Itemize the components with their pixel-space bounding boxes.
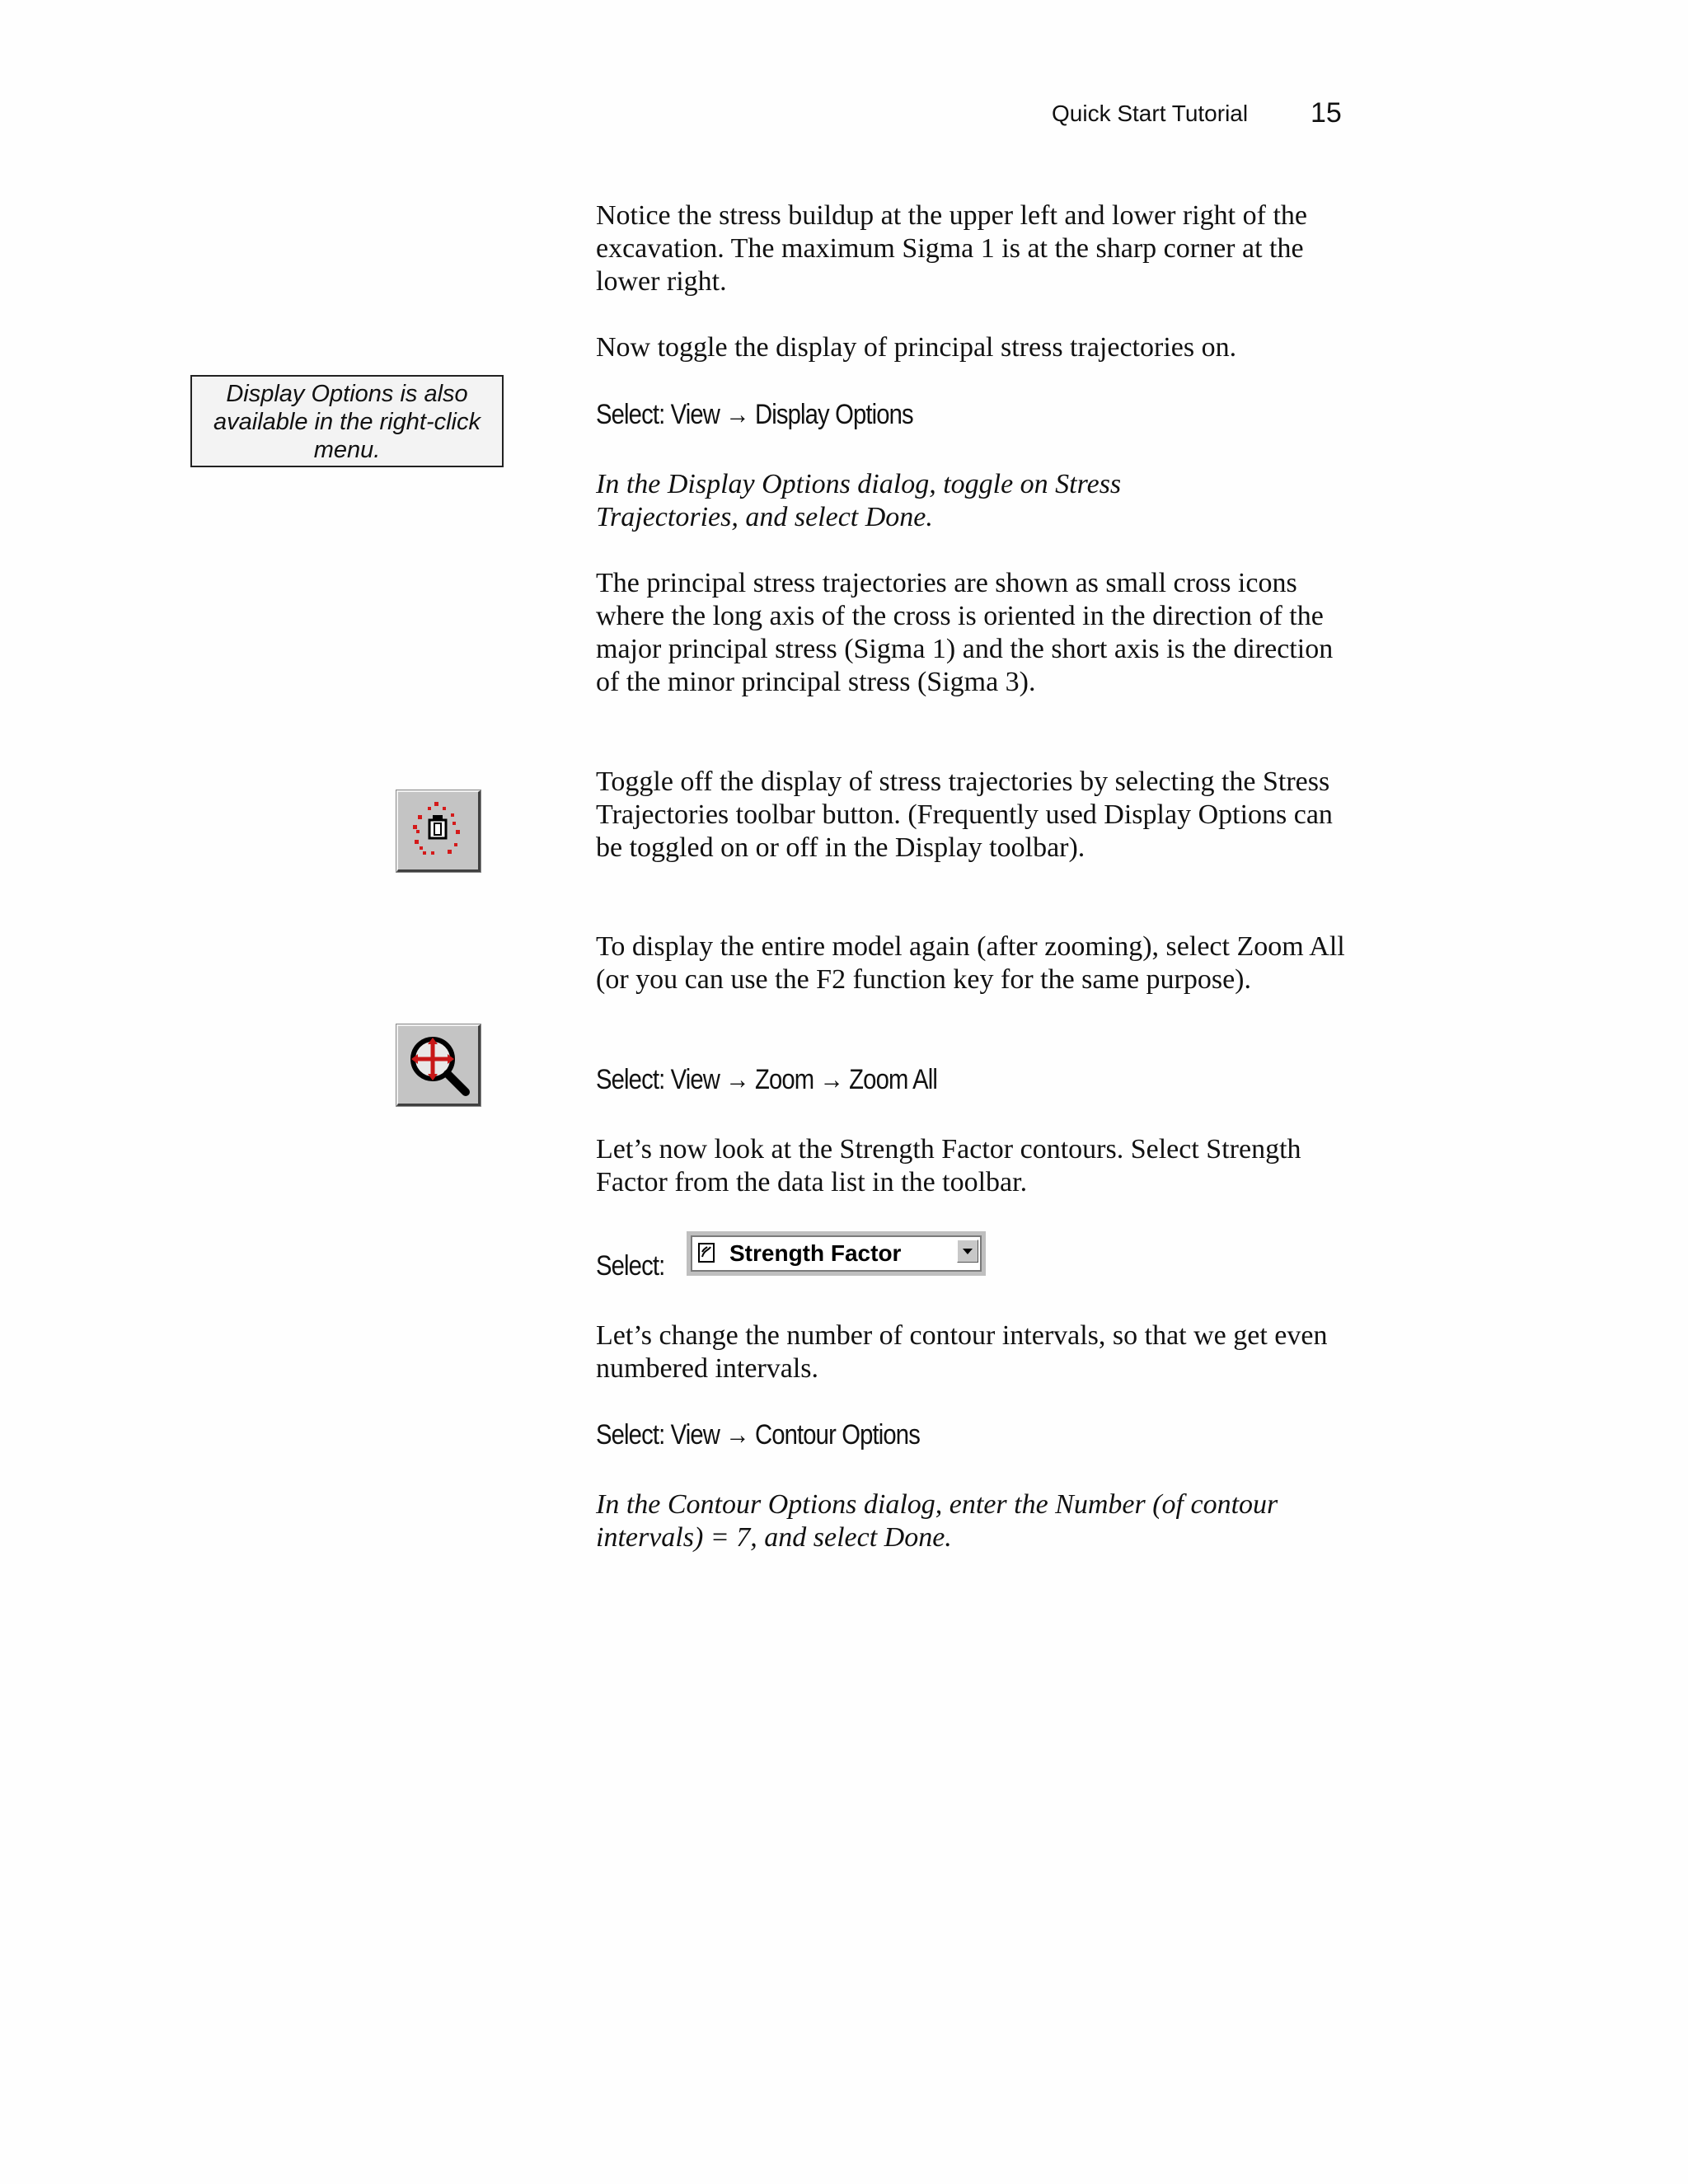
paragraph-display-options-dialog: In the Display Options dialog, toggle on Stress Trajectories, and select Done. [596,469,1122,532]
select-instruction-zoom-all: Select: View → Zoom → Zoom All [596,1064,938,1095]
contour-data-icon [697,1242,717,1263]
stress-trajectories-button[interactable] [396,790,481,872]
paragraph-toggle-trajectories: Now toggle the display of principal stress trajectories on. [596,332,1237,363]
paragraph-zoom-all: To display the entire model again (after zooming), select Zoom All (or you can use the F2 function key for the same purpose). [596,931,1345,995]
sidenote-text: Display Options is also available in the right-click menu. [213,381,481,463]
sidenote-box [190,375,504,467]
chevron-down-icon[interactable] [957,1240,978,1263]
select-instruction-display-options: Select: View → Display Options [596,399,913,430]
data-list-dropdown-frame [687,1231,986,1276]
paragraph-stress-buildup: Notice the stress buildup at the upper left and lower right of the excavation. The maximum Sigma 1 is at the sharp corner at the lower right. [596,200,1307,297]
running-header-title: Quick Start Tutorial [1052,101,1249,126]
paragraph-trajectories-explained: The principal stress trajectories are shown as small cross icons where the long axis of the cross is oriented in the direction of the major principal stress (Sigma 1) and the short axis is the direction of the minor principal stress (Sigma 3). [596,568,1334,697]
zoom-all-button[interactable] [396,1024,481,1106]
stress-trajectories-icon [398,792,479,870]
select-label-strength-factor: Select: [596,1250,665,1282]
data-list-selected-value: Strength Factor [729,1240,902,1266]
paragraph-contour-intervals: Let’s change the number of contour intervals, so that we get even numbered intervals. [596,1320,1328,1384]
data-list-dropdown[interactable] [691,1235,982,1272]
paragraph-contour-options-dialog: In the Contour Options dialog, enter the Number (of contour intervals) = 7, and select Done. [596,1489,1278,1553]
zoom-all-icon [398,1026,479,1104]
page-number: 15 [1311,97,1342,129]
select-instruction-contour-options: Select: View → Contour Options [596,1419,920,1451]
paragraph-toggle-off-trajectories: Toggle off the display of stress trajectories by selecting the Stress Trajectories toolbar button. (Frequently used Display Options can be toggled on or off in the Display toolbar). [596,766,1333,863]
paragraph-strength-factor: Let’s now look at the Strength Factor contours. Select Strength Factor from the data list in the toolbar. [596,1134,1301,1197]
